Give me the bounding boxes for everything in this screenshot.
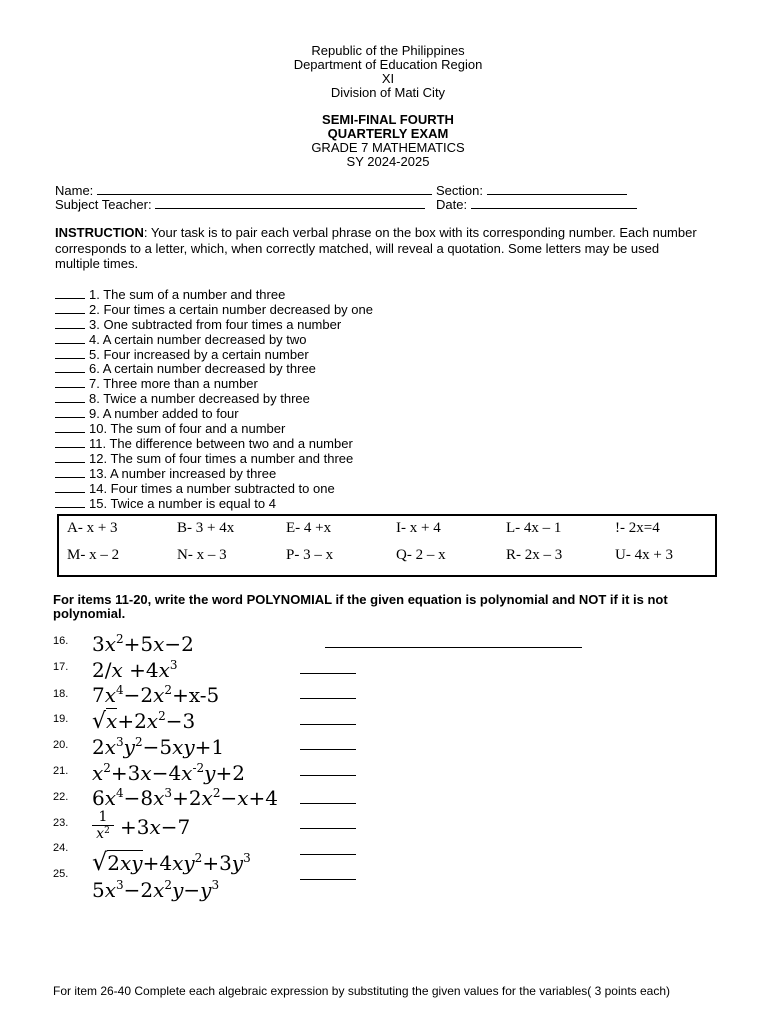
key-entry: N- x – 3 bbox=[177, 547, 227, 563]
answer-line-16[interactable] bbox=[325, 647, 582, 648]
answer-blank[interactable] bbox=[55, 436, 85, 448]
list-item bbox=[55, 481, 335, 496]
list-item bbox=[55, 496, 276, 511]
answer-line-25[interactable] bbox=[300, 879, 356, 880]
date-field[interactable] bbox=[436, 197, 637, 212]
name-field[interactable] bbox=[55, 183, 432, 198]
equation-number: 21. bbox=[53, 765, 69, 777]
item-text: 14. Four times a number subtracted to one bbox=[89, 481, 335, 496]
date-label: Date: bbox=[436, 197, 468, 212]
instruction-paragraph bbox=[55, 225, 705, 272]
answer-line-18[interactable] bbox=[300, 698, 356, 699]
equation-number: 22. bbox=[53, 791, 69, 803]
key-entry: I- x + 4 bbox=[396, 520, 441, 536]
key-entry: A- x + 3 bbox=[67, 520, 118, 536]
key-entry: E- 4 +x bbox=[286, 520, 332, 536]
list-item bbox=[55, 421, 285, 436]
equation-20: $2x^3y^2-5xy+1$ bbox=[92, 735, 225, 759]
item-text: 9. A number added to four bbox=[89, 406, 239, 421]
item-text: 11. The difference between two and a number bbox=[89, 436, 353, 451]
teacher-line[interactable] bbox=[155, 197, 425, 209]
answer-line-21[interactable] bbox=[300, 775, 356, 776]
header-department: Department of Education Region bbox=[293, 57, 483, 72]
key-entry: !- 2x=4 bbox=[615, 520, 660, 536]
item-text: 15. Twice a number is equal to 4 bbox=[89, 496, 276, 511]
equation-17: $2/x +4x^3$ bbox=[92, 658, 178, 682]
answer-blank[interactable] bbox=[55, 451, 85, 463]
list-item bbox=[55, 406, 239, 421]
teacher-field[interactable] bbox=[55, 197, 425, 212]
list-item bbox=[55, 361, 316, 376]
equation-number: 17. bbox=[53, 661, 69, 673]
exam-title-line2: QUARTERLY EXAM bbox=[327, 126, 449, 141]
equation-19: $√x+2x^2-3$ bbox=[92, 709, 196, 734]
list-item bbox=[55, 317, 341, 332]
list-item bbox=[55, 451, 353, 466]
header-region: XI bbox=[381, 71, 395, 86]
answer-line-22[interactable] bbox=[300, 803, 356, 804]
equation-number: 24. bbox=[53, 842, 69, 854]
answer-line-19[interactable] bbox=[300, 724, 356, 725]
item-text: 6. A certain number decreased by three bbox=[89, 361, 316, 376]
answer-blank[interactable] bbox=[55, 496, 85, 508]
list-item bbox=[55, 332, 307, 347]
answer-blank[interactable] bbox=[55, 406, 85, 418]
equation-number: 16. bbox=[53, 635, 69, 647]
list-item bbox=[55, 391, 310, 406]
list-item bbox=[55, 347, 309, 362]
list-item bbox=[55, 376, 258, 391]
list-item bbox=[55, 436, 353, 451]
equation-25: $5x^3-2x^2y-y^3$ bbox=[92, 878, 220, 902]
answer-key-box bbox=[57, 514, 717, 577]
item-text: 12. The sum of four times a number and three bbox=[89, 451, 354, 466]
answer-blank[interactable] bbox=[55, 376, 85, 388]
answer-blank[interactable] bbox=[55, 481, 85, 493]
item-text: 1. The sum of a number and three bbox=[89, 287, 286, 302]
equation-21: $x^2+3x-4x^{-2}y+2$ bbox=[92, 761, 245, 785]
date-line[interactable] bbox=[471, 197, 637, 209]
answer-blank[interactable] bbox=[55, 421, 85, 433]
exam-subject: GRADE 7 MATHEMATICS bbox=[311, 140, 465, 155]
item-text: 7. Three more than a number bbox=[89, 376, 258, 391]
footer-instruction: For item 26-40 Complete each algebraic expression by substituting the given values for the variables( 3 points each) bbox=[53, 984, 670, 998]
header-republic: Republic of the Philippines bbox=[311, 43, 465, 58]
key-entry: U- 4x + 3 bbox=[615, 547, 674, 563]
item-text: 2. Four times a certain number decreased by one bbox=[89, 302, 373, 317]
key-entry: Q- 2 – x bbox=[396, 547, 446, 563]
answer-line-17[interactable] bbox=[300, 673, 356, 674]
item-text: 10. The sum of four and a number bbox=[89, 421, 286, 436]
list-item bbox=[55, 466, 276, 481]
equation-24: $√2xy+4xy^2+3y^3$ bbox=[92, 848, 251, 876]
answer-line-24[interactable] bbox=[300, 854, 356, 855]
equation-number: 18. bbox=[53, 688, 69, 700]
key-entry: M- x – 2 bbox=[67, 547, 120, 563]
answer-blank[interactable] bbox=[55, 466, 85, 478]
equation-23-fraction: $\frac{1}{x^2}$ bbox=[92, 809, 114, 842]
section2-instruction: For items 11-20, write the word POLYNOMIAL if the given equation is polynomial and NOT if it is not polynomial. bbox=[53, 592, 668, 621]
name-label: Name: bbox=[55, 183, 94, 198]
instruction-label: INSTRUCTION bbox=[55, 225, 144, 240]
list-item bbox=[55, 287, 285, 302]
answer-blank[interactable] bbox=[55, 317, 85, 329]
key-entry: P- 3 – x bbox=[286, 547, 334, 563]
key-entry: R- 2x – 3 bbox=[506, 547, 563, 563]
answer-line-20[interactable] bbox=[300, 749, 356, 750]
equation-number: 25. bbox=[53, 868, 69, 880]
teacher-label: Subject Teacher: bbox=[55, 197, 152, 212]
section-line[interactable] bbox=[487, 183, 627, 195]
item-text: 13. A number increased by three bbox=[89, 466, 277, 481]
answer-blank[interactable] bbox=[55, 302, 85, 314]
equation-16: $3x^2+5x-2$ bbox=[92, 632, 194, 656]
equation-18: $7x^4-2x^2+x-5$ bbox=[92, 683, 220, 707]
answer-blank[interactable] bbox=[55, 361, 85, 373]
answer-blank[interactable] bbox=[55, 287, 85, 299]
section-label: Section: bbox=[436, 183, 483, 198]
exam-title-line1: SEMI-FINAL FOURTH bbox=[322, 112, 454, 127]
header-division: Division of Mati City bbox=[330, 85, 446, 100]
key-entry: B- 3 + 4x bbox=[177, 520, 235, 536]
item-text: 5. Four increased by a certain number bbox=[89, 347, 309, 362]
school-year: SY 2024-2025 bbox=[346, 154, 430, 169]
key-entry: L- 4x – 1 bbox=[506, 520, 562, 536]
equation-number: 20. bbox=[53, 739, 69, 751]
instruction-text: : Your task is to pair each verbal phrase on the box with its corresponding number. Each number corresponds to a letter, which, when correctly matched, will reveal a quotation. Some letters may be used multiple times. bbox=[55, 225, 697, 271]
list-item bbox=[55, 302, 373, 317]
answer-blank[interactable] bbox=[55, 332, 85, 344]
answer-blank[interactable] bbox=[55, 347, 85, 359]
item-text: 8. Twice a number decreased by three bbox=[89, 391, 310, 406]
name-line[interactable] bbox=[97, 183, 432, 195]
equation-number: 23. bbox=[53, 817, 69, 829]
answer-blank[interactable] bbox=[55, 391, 85, 403]
item-text: 4. A certain number decreased by two bbox=[89, 332, 307, 347]
equation-22: $6x^4-8x^3+2x^2-x+4$ bbox=[92, 786, 278, 810]
equation-23: +3x−7 bbox=[120, 815, 191, 839]
equation-number: 19. bbox=[53, 713, 69, 725]
item-text: 3. One subtracted from four times a number bbox=[89, 317, 342, 332]
section-field[interactable] bbox=[436, 183, 627, 198]
answer-line-23[interactable] bbox=[300, 828, 356, 829]
